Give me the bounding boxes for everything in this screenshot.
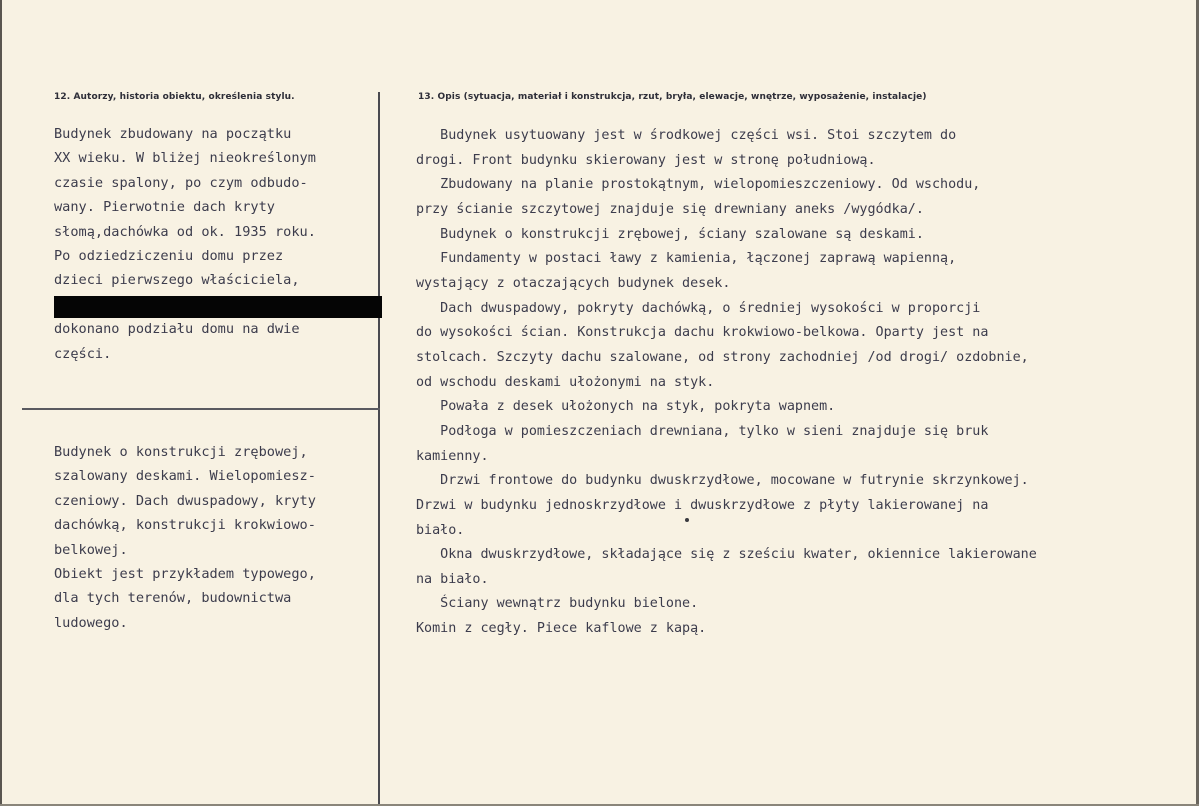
text-line: Budynek usytuowany jest w środkowej części wsi. Stoi szczytem do bbox=[416, 128, 957, 143]
text-line: szalowany deskami. Wielopomiesz- bbox=[54, 468, 316, 485]
history-text bbox=[54, 122, 316, 366]
text-line: belkowej. bbox=[54, 541, 128, 558]
text-line: Fundamenty w postaci ławy z kamienia, łączonej zaprawą wapienną, bbox=[416, 251, 957, 267]
card-left-edge bbox=[0, 0, 2, 806]
text-line: Drzwi w budynku jednoskrzydłowe i dwuskrzydłowe z płyty lakierowanej na bbox=[416, 497, 989, 513]
summary-text bbox=[54, 440, 316, 635]
text-line: biało. bbox=[416, 522, 465, 538]
text-line: wany. Pierwotnie dach kryty bbox=[54, 199, 275, 216]
text-line: XX wieku. W bliżej nieokreślonym bbox=[54, 150, 316, 167]
text-line: dla tych terenów, budownictwa bbox=[54, 590, 292, 607]
text-line: kamienny. bbox=[416, 448, 489, 464]
text-line: Zbudowany na planie prostokątnym, wielopomieszczeniowy. Od wschodu, bbox=[416, 177, 981, 193]
text-line: Drzwi frontowe do budynku dwuskrzydłowe, mocowane w futrynie skrzynkowej. bbox=[416, 473, 1029, 489]
text-line: Ściany wewnątrz budynku bielone. bbox=[416, 596, 699, 612]
text-line: drogi. Front budynku skierowany jest w stronę południową. bbox=[416, 152, 876, 168]
text-line: Budynek o konstrukcji zrębowej, ściany szalowane są deskami. bbox=[416, 226, 924, 242]
text-line: Budynek zbudowany na początku bbox=[54, 126, 292, 142]
text-line: Podłoga w pomieszczeniach drewniana, tylko w sieni znajduje się bruk bbox=[416, 423, 989, 439]
text-line: do wysokości ścian. Konstrukcja dachu krokwiowo-belkowa. Oparty jest na bbox=[416, 325, 989, 341]
text-line: dzieci pierwszego właściciela, bbox=[54, 272, 300, 289]
text-line: Komin z cegły. Piece kaflowe z kapą. bbox=[416, 621, 707, 637]
text-line: na biało. bbox=[416, 571, 489, 587]
text-line: od wschodu deskami ułożonymi na styk. bbox=[416, 374, 715, 390]
text-line: dachówką, konstrukcji krokwiowo- bbox=[54, 517, 316, 534]
left-section-divider bbox=[22, 408, 380, 410]
section-12-header: 12. Autorzy, historia obiektu, określenia stylu. bbox=[54, 92, 295, 102]
text-line: czasie spalony, po czym odbudo- bbox=[54, 174, 308, 191]
text-line: Powała z desek ułożonych na styk, pokryta wapnem. bbox=[416, 399, 836, 415]
column-divider bbox=[378, 92, 380, 804]
text-line: Okna dwuskrzydłowe, składające się z sześciu kwater, okiennice lakierowane bbox=[416, 547, 1037, 563]
text-line: Dach dwuspadowy, pokryty dachówką, o średniej wysokości w proporcji bbox=[416, 300, 981, 316]
text-line: stolcach. Szczyty dachu szalowane, od strony zachodniej /od drogi/ ozdobnie, bbox=[416, 349, 1029, 365]
text-line: dokonano podziału domu na dwie bbox=[54, 321, 300, 338]
ink-dot bbox=[685, 518, 689, 522]
section-13-header: 13. Opis (sytuacja, materiał i konstrukcja, rzut, bryła, elewacje, wnętrze, wyposażenie, instalacje) bbox=[418, 92, 927, 102]
text-line: wystający z otaczających budynek desek. bbox=[416, 275, 731, 291]
text-line: czeniowy. Dach dwuspadowy, kryty bbox=[54, 492, 316, 509]
description-text bbox=[416, 124, 1037, 642]
text-line: Budynek o konstrukcji zrębowej, bbox=[54, 444, 308, 460]
text-line: Obiekt jest przykładem typowego, bbox=[54, 566, 316, 583]
text-line: przy ścianie szczytowej znajduje się drewniany aneks /wygódka/. bbox=[416, 201, 924, 217]
text-line: części. bbox=[54, 345, 112, 362]
redaction-bar bbox=[54, 296, 382, 318]
text-line: słomą,dachówka od ok. 1935 roku. bbox=[54, 223, 316, 240]
text-line: Po odziedziczeniu domu przez bbox=[54, 248, 284, 265]
text-line: ludowego. bbox=[54, 614, 128, 631]
